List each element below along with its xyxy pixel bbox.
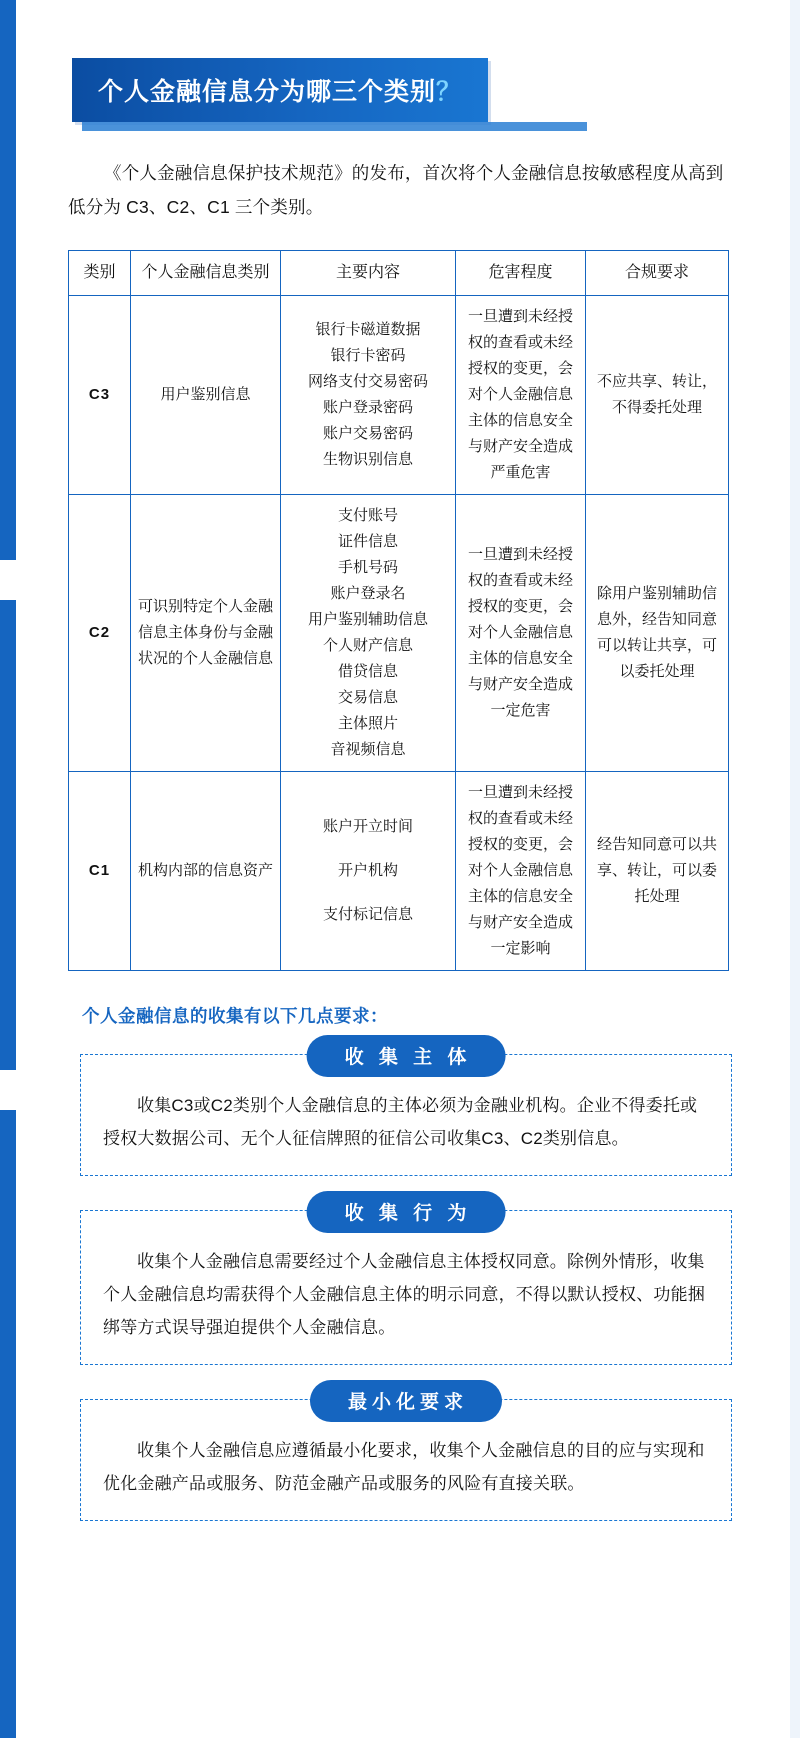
table-header xyxy=(69,251,729,296)
main-item: 账户登录名 xyxy=(330,585,406,602)
table-row xyxy=(69,772,729,971)
main-item: 银行卡密码 xyxy=(330,347,406,364)
cell-main-c2 xyxy=(281,495,456,772)
page-title-question-mark: ？ xyxy=(436,78,463,106)
cell-harm-c3: 一旦遭到未经授权的查看或未经授权的变更，会对个人金融信息主体的信息安全与财产安全造成严重危害 xyxy=(456,296,586,495)
cell-harm-c1: 一旦遭到未经授权的查看或未经授权的变更，会对个人金融信息主体的信息安全与财产安全造成一定影响 xyxy=(456,772,586,971)
table-header-main-content: 主要内容 xyxy=(281,251,456,296)
main-item: 音视频信息 xyxy=(330,741,406,758)
page-title-text: 个人金融信息分为哪三个类别 xyxy=(98,78,437,106)
cell-category-c3: C3 xyxy=(69,296,131,495)
table-body xyxy=(69,296,729,971)
main-item: 支付账号 xyxy=(337,507,398,524)
right-edge-strip xyxy=(790,0,800,1738)
requirement-label-collection-behavior: 收 集 行 为 xyxy=(307,1191,506,1233)
table-row xyxy=(69,296,729,495)
requirement-label-minimization: 最小化要求 xyxy=(310,1380,502,1422)
main-item: 账户登录密码 xyxy=(322,399,413,416)
main-item: 个人财产信息 xyxy=(322,637,413,654)
cell-main-c3 xyxy=(281,296,456,495)
cell-type-c3: 用户鉴别信息 xyxy=(131,296,281,495)
requirement-block-collection-behavior xyxy=(80,1203,732,1365)
requirement-block-minimization xyxy=(80,1392,732,1521)
table-header-harm: 危害程度 xyxy=(456,251,586,296)
cell-main-c1 xyxy=(281,772,456,971)
left-edge-bar-bottom xyxy=(0,1110,16,1738)
left-edge-bar-top xyxy=(0,0,16,560)
requirement-text-collection-behavior: 收集个人金融信息需要经过个人金融信息主体授权同意。除例外情形，收集个人金融信息均需获得个人金融信息主体的明示同意，不得以默认授权、功能捆绑等方式误导强迫提供个人金融信息。 xyxy=(103,1252,705,1337)
cell-compliance-c3: 不应共享、转让，不得委托处理 xyxy=(586,296,729,495)
title-section xyxy=(72,58,592,122)
main-item: 网络支付交易密码 xyxy=(307,373,428,390)
title-underline xyxy=(82,122,587,131)
main-item: 支付标记信息 xyxy=(322,906,413,923)
requirement-label-collection-subject: 收 集 主 体 xyxy=(307,1035,506,1077)
table-header-compliance: 合规要求 xyxy=(586,251,729,296)
classification-table xyxy=(68,250,729,971)
cell-compliance-c1: 经告知同意可以共享、转让，可以委托处理 xyxy=(586,772,729,971)
main-item: 生物识别信息 xyxy=(322,451,413,468)
requirement-text-collection-subject: 收集C3或C2类别个人金融信息的主体必须为金融业机构。企业不得委托或授权大数据公司、无个人征信牌照的征信公司收集C3、C2类别信息。 xyxy=(103,1096,698,1148)
cell-compliance-c2: 除用户鉴别辅助信息外，经告知同意可以转让共享，可以委托处理 xyxy=(586,495,729,772)
left-edge-bar-middle xyxy=(0,600,16,1070)
requirements-heading: 个人金融信息的收集有以下几点要求： xyxy=(82,1006,388,1026)
main-item: 账户交易密码 xyxy=(322,425,413,442)
table-header-category: 类别 xyxy=(69,251,131,296)
requirement-text-minimization: 收集个人金融信息应遵循最小化要求，收集个人金融信息的目的应与实现和优化金融产品或服务、防范金融产品或服务的风险有直接关联。 xyxy=(103,1441,705,1493)
cell-type-c2: 可识别特定个人金融信息主体身份与金融状况的个人金融信息 xyxy=(131,495,281,772)
table-header-type: 个人金融信息类别 xyxy=(131,251,281,296)
cell-harm-c2: 一旦遭到未经授权的查看或未经授权的变更，会对个人金融信息主体的信息安全与财产安全造成一定危害 xyxy=(456,495,586,772)
main-item: 开户机构 xyxy=(337,862,398,879)
content-container xyxy=(50,0,750,1521)
main-item: 证件信息 xyxy=(337,533,398,550)
table-header-row xyxy=(69,251,729,296)
cell-type-c1: 机构内部的信息资产 xyxy=(131,772,281,971)
main-item: 用户鉴别辅助信息 xyxy=(307,611,428,628)
main-item: 手机号码 xyxy=(337,559,398,576)
requirement-block-collection-subject xyxy=(80,1047,732,1176)
table-row xyxy=(69,495,729,772)
intro-paragraph: 《个人金融信息保护技术规范》的发布，首次将个人金融信息按敏感程度从高到低分为 C3、C2、C1 三个类别。 xyxy=(68,163,724,217)
main-item: 账户开立时间 xyxy=(322,818,413,835)
main-item: 交易信息 xyxy=(337,689,398,706)
cell-category-c1: C1 xyxy=(69,772,131,971)
page-title xyxy=(72,58,488,122)
main-item: 主体照片 xyxy=(337,715,398,732)
main-item: 借贷信息 xyxy=(337,663,398,680)
cell-category-c2: C2 xyxy=(69,495,131,772)
main-item: 银行卡磁道数据 xyxy=(315,321,421,338)
